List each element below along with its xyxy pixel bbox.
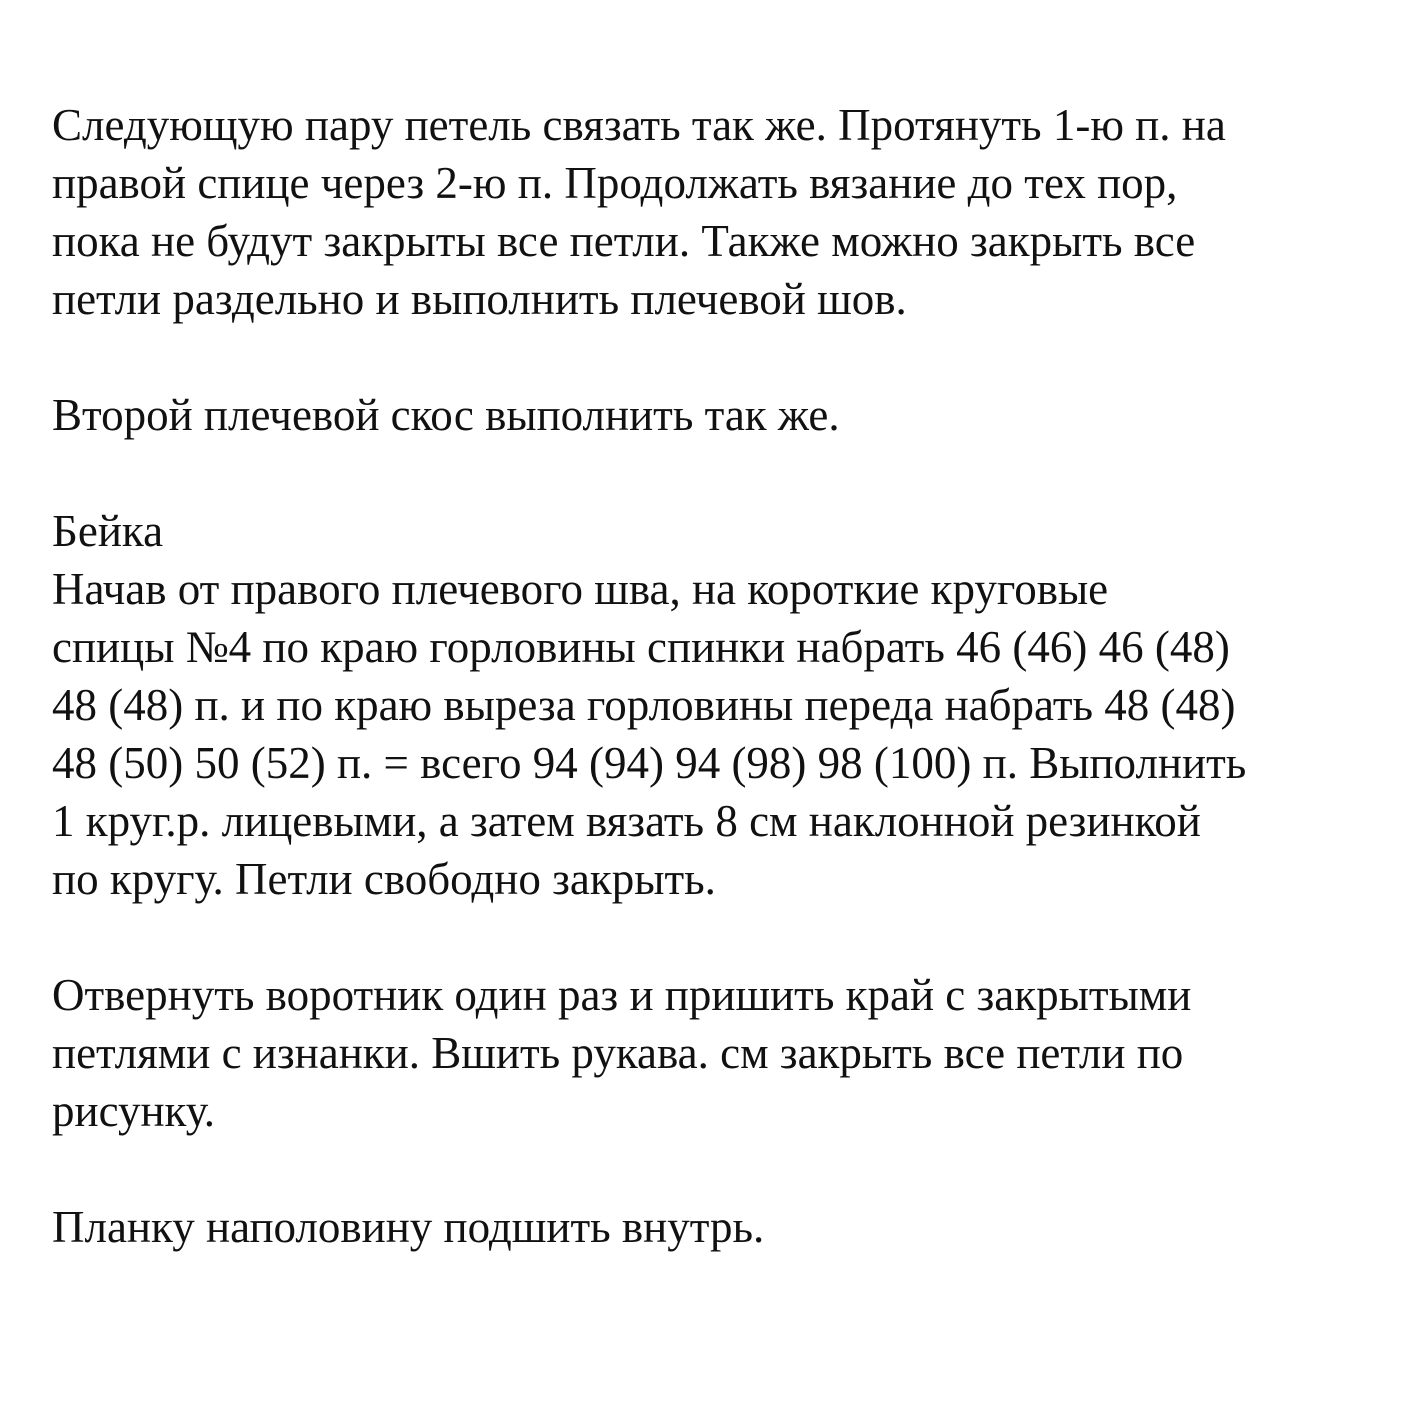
paragraph-1-line-3: пока не будут закрыты все петли. Также можно закрыть все [52,216,1196,266]
paragraph-3-line-5: 48 (50) 50 (52) п. = всего 94 (94) 94 (98) 98 (100) п. Выполнить [52,738,1247,788]
paragraph-1-line-1: Следующую пару петель связать так же. Протянуть 1-ю п. на [52,100,1226,150]
paragraph-3-line-3: спицы №4 по краю горловины спинки набрать 46 (46) 46 (48) [52,622,1230,672]
document-page [52,96,1382,1396]
paragraph-3-line-6: 1 круг.р. лицевыми, а затем вязать 8 см наклонной резинкой [52,796,1201,846]
paragraph-5-line-1: Планку наполовину подшить внутрь. [52,1202,765,1252]
paragraph-4-line-3: рисунку. [52,1086,216,1136]
paragraph-1-line-2: правой спице через 2-ю п. Продолжать вязание до тех пор, [52,158,1178,208]
paragraph-3-line-4: 48 (48) п. и по краю выреза горловины переда набрать 48 (48) [52,680,1236,730]
paragraph-3-line-7: по кругу. Петли свободно закрыть. [52,854,716,904]
paragraph-4-line-2: петлями с изнанки. Вшить рукава. см закрыть все петли по [52,1028,1184,1078]
paragraph-2-line-1: Второй плечевой скос выполнить так же. [52,390,840,440]
paragraph-1-line-4: петли раздельно и выполнить плечевой шов. [52,274,907,324]
paragraph-3-line-2: Начав от правого плечевого шва, на короткие круговые [52,564,1109,614]
section-heading-beika: Бейка [52,506,164,556]
paragraph-4-line-1: Отвернуть воротник один раз и пришить край с закрытыми [52,970,1192,1020]
